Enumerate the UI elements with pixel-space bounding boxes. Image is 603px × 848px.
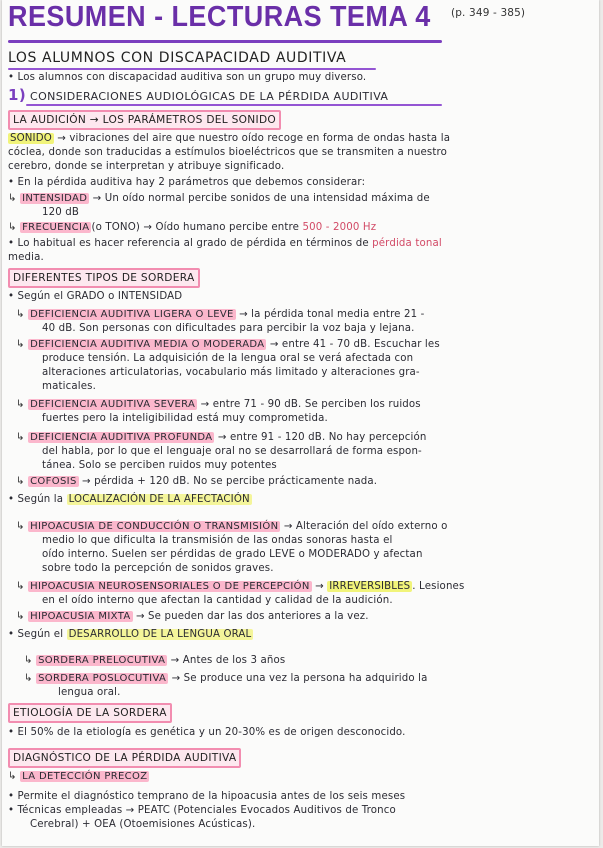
frecuencia-line: ↳ FRECUENCIA (o TONO) → Oído humano percibe entre 500 - 2000 Hz (8, 222, 377, 233)
etiologia-line: • El 50% de la etiología es genética y un 20-30% es de origen desconocido. (8, 727, 406, 738)
sonido-term: SONIDO (10, 133, 52, 144)
perdida-tonal-text: pérdida tonal (372, 238, 442, 249)
sub-arrow-icon: ↳ (8, 193, 17, 204)
media-line-4: maticales. (42, 381, 96, 392)
notes-sheet (2, 0, 599, 846)
desarrollo-highlight: DESARROLLO DE LA LENGUA ORAL (68, 629, 252, 640)
sub-arrow-icon: ↳ (16, 399, 25, 410)
sub-arrow-icon: ↳ (16, 581, 25, 592)
sonido-line-3: cerebro, donde se interpretan y atribuye significado. (8, 161, 285, 172)
sub-arrow-icon: ↳ (16, 521, 25, 532)
profunda-line-3: tánea. Solo se perciben ruidos muy potentes (42, 460, 277, 471)
deteccion-line (8, 771, 149, 782)
cofosis-term: COFOSIS (30, 476, 77, 487)
grado-intro: • Según el GRADO o INTENSIDAD (8, 291, 183, 302)
severa-line-2: fuertes pero la inteligibilidad está muy comprometida. (42, 413, 328, 424)
intro-text: • Los alumnos con discapacidad auditiva son un grupo muy diverso. (8, 72, 367, 83)
page-range: (p. 349 - 385) (451, 7, 526, 19)
section-number: 1) (8, 86, 27, 104)
conduccion-line-1: ↳ HIPOACUSIA DE CONDUCCIÓN O TRANSMISIÓN → Alteración del oído externo o (16, 521, 448, 532)
box-diagnostico: DIAGNÓSTICO DE LA PÉRDIDA AUDITIVA (8, 748, 241, 768)
media-line-3: alteraciones articulatorias, vocabulario más limitado y alteraciones gra- (42, 367, 420, 378)
neuro-term: HIPOACUSIA NEUROSENSORIALES O DE PERCEPCIÓN (30, 581, 310, 592)
profunda-line-2: del habla, por lo que el lenguaje oral no se desarrollará de forma espon- (42, 446, 422, 457)
desarrollo-intro: • Según el DESARROLLO DE LA LENGUA ORAL (8, 629, 252, 640)
profunda-term: DEFICIENCIA AUDITIVA PROFUNDA (30, 432, 213, 443)
poslocutiva-line-2: lengua oral. (58, 687, 121, 698)
sub-arrow-icon: ↳ (8, 222, 17, 233)
title-underline (8, 40, 442, 43)
neuro-line-1: ↳ HIPOACUSIA NEUROSENSORIALES O DE PERCEPCIÓN → IRREVERSIBLES . Lesiones (16, 581, 465, 592)
conduccion-line-2: medio lo que dificulta la transmisión de las ondas sonoras hasta el (42, 535, 393, 546)
profunda-line-1: ↳ DEFICIENCIA AUDITIVA PROFUNDA → entre 91 - 120 dB. No hay percepción (16, 432, 427, 443)
prelocutiva-line: ↳ SORDERA PRELOCUTIVA → Antes de los 3 años (24, 655, 286, 666)
cofosis-line: ↳ COFOSIS → pérdida + 120 dB. No se percibe prácticamente nada. (16, 476, 378, 487)
media-line-2: produce tensión. La adquisición de la lengua oral se verá afectada con (42, 353, 414, 364)
severa-term: DEFICIENCIA AUDITIVA SEVERA (30, 399, 196, 410)
mixta-term: HIPOACUSIA MIXTA (30, 611, 131, 622)
mixta-line: ↳ HIPOACUSIA MIXTA → Se pueden dar las dos anteriores a la vez. (16, 611, 369, 622)
section-1-underline (26, 104, 442, 106)
habitual-line-1: • Lo habitual es hacer referencia al grado de pérdida en términos de pérdida tonal (8, 238, 442, 249)
frecuencia-range: 500 - 2000 Hz (302, 222, 377, 233)
deteccion-term: LA DETECCIÓN PRECOZ (22, 771, 148, 782)
sub-arrow-icon: ↳ (24, 655, 33, 666)
localizacion-intro: • Según la LOCALIZACIÓN DE LA AFECTACIÓN (8, 494, 250, 505)
media-line-1: ↳ DEFICIENCIA AUDITIVA MEDIA O MODERADA → entre 41 - 70 dB. Escuchar les (16, 339, 440, 350)
diagnostico-line-1: • Permite el diagnóstico temprano de la hipoacusia antes de los seis meses (8, 791, 406, 802)
localizacion-highlight: LOCALIZACIÓN DE LA AFECTACIÓN (68, 494, 250, 505)
conduccion-line-4: sobre todo la percepción de sonidos graves. (42, 563, 274, 574)
media-term: DEFICIENCIA AUDITIVA MEDIA O MODERADA (30, 339, 265, 350)
page-title: RESUMEN - LECTURAS TEMA 4 (8, 1, 431, 33)
box-etiologia: ETIOLOGÍA DE LA SORDERA (8, 703, 172, 723)
intensidad-line: ↳ INTENSIDAD → Un oído normal percibe sonidos de una intensidad máxima de (8, 193, 430, 204)
diagnostico-line-3: Cerebral) + OEA (Otoemisiones Acústicas). (30, 819, 256, 830)
sub-arrow-icon: ↳ (16, 476, 25, 487)
sonido-line-1: SONIDO → vibraciones del aire que nuestro oído recoge en forma de ondas hasta la (10, 133, 451, 144)
leve-line-2: 40 dB. Son personas con dificultades para percibir la voz baja y lejana. (42, 323, 415, 334)
intensidad-term: INTENSIDAD (22, 193, 88, 204)
section-1-title: CONSIDERACIONES AUDIOLÓGICAS DE LA PÉRDIDA AUDITIVA (30, 90, 389, 103)
diagnostico-line-2: • Técnicas empleadas → PEATC (Potenciales Evocados Auditivos de Tronco (8, 805, 396, 816)
section-1-heading (8, 86, 388, 104)
neuro-line-2: en el oído interno que afectan la cantidad y calidad de la audición. (42, 595, 393, 606)
irreversibles-highlight: IRREVERSIBLES (329, 581, 411, 592)
poslocutiva-term: SORDERA POSLOCUTIVA (38, 673, 167, 684)
prelocutiva-term: SORDERA PRELOCUTIVA (38, 655, 166, 666)
conduccion-line-3: oído interno. Suelen ser pérdidas de grado LEVE o MODERADO y afectan (42, 549, 423, 560)
box-audicion: LA AUDICIÓN → LOS PARÁMETROS DEL SONIDO (8, 110, 281, 130)
sub-arrow-icon: ↳ (8, 771, 17, 782)
sub-arrow-icon: ↳ (16, 309, 25, 320)
box-tipos-sordera: DIFERENTES TIPOS DE SORDERA (8, 268, 200, 288)
subtitle-underline (8, 68, 376, 70)
sub-arrow-icon: ↳ (16, 432, 25, 443)
habitual-line-2: media. (8, 252, 44, 263)
leve-line-1: ↳ DEFICIENCIA AUDITIVA LIGERA O LEVE → la pérdida tonal media entre 21 - (16, 309, 425, 320)
sub-arrow-icon: ↳ (24, 673, 33, 684)
frecuencia-term: FRECUENCIA (22, 222, 90, 233)
sub-arrow-icon: ↳ (16, 339, 25, 350)
conduccion-term: HIPOACUSIA DE CONDUCCIÓN O TRANSMISIÓN (30, 521, 279, 532)
section-subtitle: LOS ALUMNOS CON DISCAPACIDAD AUDITIVA (8, 50, 347, 66)
leve-term: DEFICIENCIA AUDITIVA LIGERA O LEVE (30, 309, 234, 320)
sonido-line-2: cóclea, donde son traducidas a estímulos bioeléctricos que se transmiten a nuestro (8, 147, 448, 158)
param-intro: • En la pérdida auditiva hay 2 parámetros que debemos considerar: (8, 177, 366, 188)
severa-line-1: ↳ DEFICIENCIA AUDITIVA SEVERA → entre 71 - 90 dB. Se perciben los ruidos (16, 399, 421, 410)
intensidad-line-2: 120 dB (42, 207, 80, 218)
sub-arrow-icon: ↳ (16, 611, 25, 622)
poslocutiva-line-1: ↳ SORDERA POSLOCUTIVA → Se produce una vez la persona ha adquirido la (24, 673, 428, 684)
